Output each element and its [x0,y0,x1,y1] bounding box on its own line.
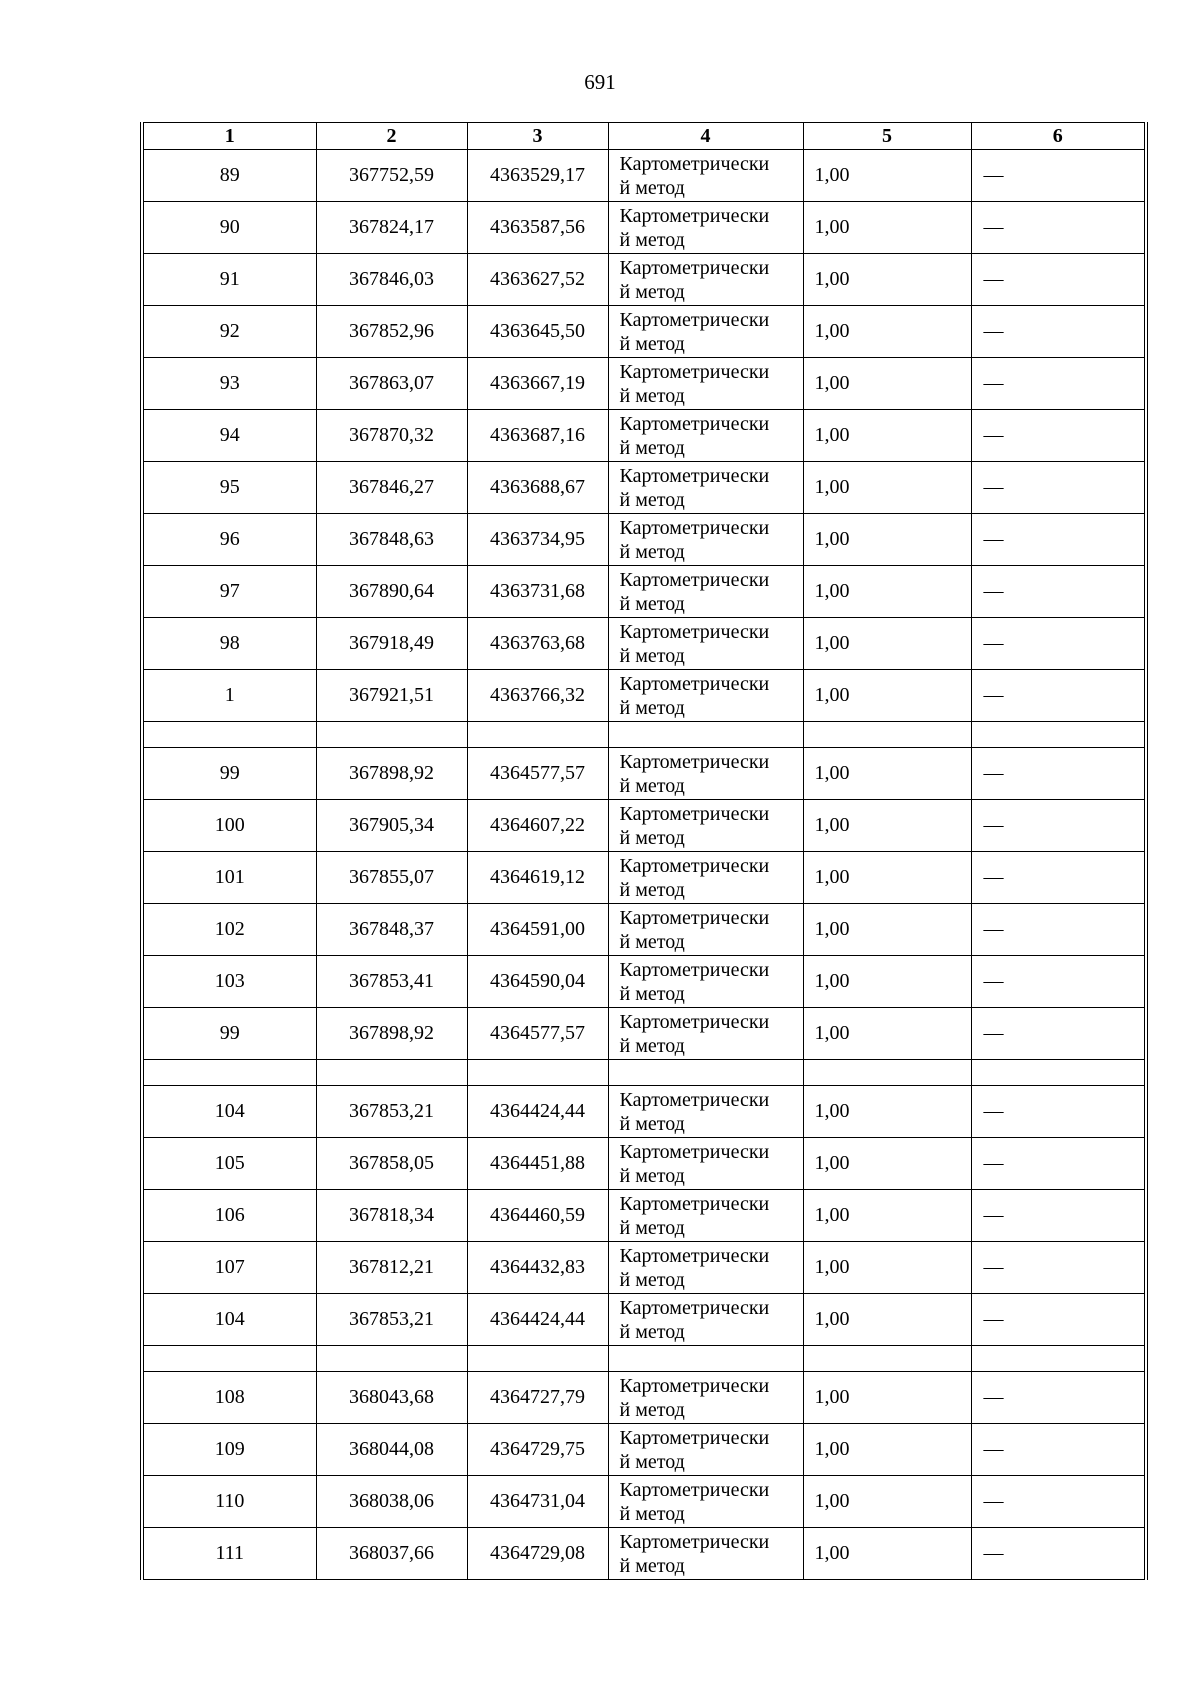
point-number-cell: 99 [144,748,316,800]
x-coordinate-cell: 367918,49 [316,618,467,670]
accuracy-cell: 1,00 [803,1476,971,1528]
table-body [144,150,1144,1580]
y-coordinate-cell: 4364727,79 [467,1372,608,1424]
y-coordinate-cell: 4363529,17 [467,150,608,202]
x-coordinate-cell: 367848,63 [316,514,467,566]
note-cell: — [971,1372,1144,1424]
note-cell: — [971,904,1144,956]
empty-cell [803,722,971,748]
header-row [144,123,1144,150]
point-number-cell: 110 [144,1476,316,1528]
method-cell: Картометрически й метод [608,150,803,202]
x-coordinate-cell: 367824,17 [316,202,467,254]
y-coordinate-cell: 4363766,32 [467,670,608,722]
y-coordinate-cell: 4363687,16 [467,410,608,462]
method-cell: Картометрически й метод [608,462,803,514]
empty-cell [803,1060,971,1086]
x-coordinate-cell: 367812,21 [316,1242,467,1294]
point-number-cell: 104 [144,1294,316,1346]
y-coordinate-cell: 4364729,08 [467,1528,608,1580]
y-coordinate-cell: 4364731,04 [467,1476,608,1528]
accuracy-cell: 1,00 [803,1190,971,1242]
note-cell: — [971,748,1144,800]
point-number-cell: 101 [144,852,316,904]
note-cell: — [971,202,1144,254]
accuracy-cell: 1,00 [803,358,971,410]
point-number-cell: 90 [144,202,316,254]
accuracy-cell: 1,00 [803,1242,971,1294]
x-coordinate-cell: 367905,34 [316,800,467,852]
note-cell: — [971,462,1144,514]
method-cell: Картометрически й метод [608,1528,803,1580]
point-number-cell: 1 [144,670,316,722]
accuracy-cell: 1,00 [803,852,971,904]
accuracy-cell: 1,00 [803,748,971,800]
empty-cell [316,1346,467,1372]
point-number-cell: 93 [144,358,316,410]
accuracy-cell: 1,00 [803,1008,971,1060]
method-cell: Картометрически й метод [608,202,803,254]
method-cell: Картометрически й метод [608,566,803,618]
x-coordinate-cell: 367863,07 [316,358,467,410]
point-number-cell: 105 [144,1138,316,1190]
note-cell: — [971,1476,1144,1528]
accuracy-cell: 1,00 [803,566,971,618]
note-cell: — [971,670,1144,722]
note-cell: — [971,150,1144,202]
note-cell: — [971,514,1144,566]
accuracy-cell: 1,00 [803,1086,971,1138]
note-cell: — [971,1190,1144,1242]
accuracy-cell: 1,00 [803,306,971,358]
accuracy-cell: 1,00 [803,1528,971,1580]
x-coordinate-cell: 367852,96 [316,306,467,358]
column-header: 6 [971,123,1144,150]
point-number-cell: 109 [144,1424,316,1476]
accuracy-cell: 1,00 [803,462,971,514]
table-row [144,566,1144,618]
note-cell: — [971,1528,1144,1580]
method-cell: Картометрически й метод [608,800,803,852]
empty-cell [467,722,608,748]
accuracy-cell: 1,00 [803,150,971,202]
point-number-cell: 102 [144,904,316,956]
y-coordinate-cell: 4364577,57 [467,1008,608,1060]
empty-cell [144,722,316,748]
y-coordinate-cell: 4363763,68 [467,618,608,670]
table-row [144,202,1144,254]
table-row [144,748,1144,800]
x-coordinate-cell: 367853,21 [316,1086,467,1138]
table-row [144,1008,1144,1060]
method-cell: Картометрически й метод [608,1008,803,1060]
empty-cell [144,1346,316,1372]
y-coordinate-cell: 4363667,19 [467,358,608,410]
table-row [144,1528,1144,1580]
y-coordinate-cell: 4364424,44 [467,1294,608,1346]
empty-cell [467,1346,608,1372]
point-number-cell: 92 [144,306,316,358]
y-coordinate-cell: 4363734,95 [467,514,608,566]
x-coordinate-cell: 367846,27 [316,462,467,514]
column-header: 3 [467,123,608,150]
empty-cell [971,1060,1144,1086]
method-cell: Картометрически й метод [608,1476,803,1528]
point-number-cell: 100 [144,800,316,852]
note-cell: — [971,358,1144,410]
note-cell: — [971,1086,1144,1138]
y-coordinate-cell: 4364577,57 [467,748,608,800]
table-row [144,956,1144,1008]
separator-row [144,722,1144,748]
y-coordinate-cell: 4363587,56 [467,202,608,254]
empty-cell [971,722,1144,748]
x-coordinate-cell: 367853,41 [316,956,467,1008]
point-number-cell: 104 [144,1086,316,1138]
table-row [144,1086,1144,1138]
column-header: 5 [803,123,971,150]
accuracy-cell: 1,00 [803,514,971,566]
note-cell: — [971,410,1144,462]
x-coordinate-cell: 367890,64 [316,566,467,618]
method-cell: Картометрически й метод [608,1242,803,1294]
note-cell: — [971,254,1144,306]
method-cell: Картометрически й метод [608,1424,803,1476]
note-cell: — [971,1294,1144,1346]
point-number-cell: 107 [144,1242,316,1294]
method-cell: Картометрически й метод [608,748,803,800]
column-header: 2 [316,123,467,150]
method-cell: Картометрически й метод [608,670,803,722]
accuracy-cell: 1,00 [803,1138,971,1190]
note-cell: — [971,566,1144,618]
method-cell: Картометрически й метод [608,358,803,410]
y-coordinate-cell: 4364619,12 [467,852,608,904]
accuracy-cell: 1,00 [803,410,971,462]
empty-cell [608,1060,803,1086]
point-number-cell: 97 [144,566,316,618]
x-coordinate-cell: 367853,21 [316,1294,467,1346]
x-coordinate-cell: 367752,59 [316,150,467,202]
accuracy-cell: 1,00 [803,904,971,956]
note-cell: — [971,1242,1144,1294]
point-number-cell: 98 [144,618,316,670]
accuracy-cell: 1,00 [803,1424,971,1476]
point-number-cell: 89 [144,150,316,202]
x-coordinate-cell: 368044,08 [316,1424,467,1476]
point-number-cell: 103 [144,956,316,1008]
y-coordinate-cell: 4364424,44 [467,1086,608,1138]
accuracy-cell: 1,00 [803,1294,971,1346]
table-row [144,1294,1144,1346]
point-number-cell: 106 [144,1190,316,1242]
note-cell: — [971,1138,1144,1190]
point-number-cell: 96 [144,514,316,566]
method-cell: Картометрически й метод [608,1138,803,1190]
accuracy-cell: 1,00 [803,800,971,852]
point-number-cell: 108 [144,1372,316,1424]
method-cell: Картометрически й метод [608,904,803,956]
note-cell: — [971,306,1144,358]
method-cell: Картометрически й метод [608,1294,803,1346]
table-row [144,254,1144,306]
page-number: 691 [584,70,616,94]
x-coordinate-cell: 367858,05 [316,1138,467,1190]
y-coordinate-cell: 4363645,50 [467,306,608,358]
table-row [144,306,1144,358]
accuracy-cell: 1,00 [803,254,971,306]
empty-cell [608,722,803,748]
table-row [144,904,1144,956]
y-coordinate-cell: 4363627,52 [467,254,608,306]
column-header: 4 [608,123,803,150]
empty-cell [971,1346,1144,1372]
note-cell: — [971,618,1144,670]
empty-cell [144,1060,316,1086]
method-cell: Картометрически й метод [608,1372,803,1424]
y-coordinate-cell: 4364591,00 [467,904,608,956]
table-row [144,670,1144,722]
point-number-cell: 95 [144,462,316,514]
table-row [144,462,1144,514]
point-number-cell: 111 [144,1528,316,1580]
x-coordinate-cell: 367846,03 [316,254,467,306]
accuracy-cell: 1,00 [803,670,971,722]
column-header: 1 [144,123,316,150]
method-cell: Картометрически й метод [608,306,803,358]
accuracy-cell: 1,00 [803,618,971,670]
note-cell: — [971,800,1144,852]
note-cell: — [971,956,1144,1008]
empty-cell [316,722,467,748]
method-cell: Картометрически й метод [608,410,803,462]
table-row [144,852,1144,904]
table-row [144,1190,1144,1242]
table-row [144,1476,1144,1528]
table-row [144,618,1144,670]
y-coordinate-cell: 4364432,83 [467,1242,608,1294]
x-coordinate-cell: 367898,92 [316,1008,467,1060]
table-row [144,1424,1144,1476]
x-coordinate-cell: 368038,06 [316,1476,467,1528]
separator-row [144,1060,1144,1086]
x-coordinate-cell: 367848,37 [316,904,467,956]
note-cell: — [971,852,1144,904]
y-coordinate-cell: 4364590,04 [467,956,608,1008]
table-row [144,1372,1144,1424]
method-cell: Картометрически й метод [608,956,803,1008]
empty-cell [608,1346,803,1372]
x-coordinate-cell: 367818,34 [316,1190,467,1242]
table-row [144,800,1144,852]
table-row [144,1242,1144,1294]
method-cell: Картометрически й метод [608,618,803,670]
x-coordinate-cell: 368037,66 [316,1528,467,1580]
x-coordinate-cell: 368043,68 [316,1372,467,1424]
y-coordinate-cell: 4363731,68 [467,566,608,618]
method-cell: Картометрически й метод [608,1190,803,1242]
accuracy-cell: 1,00 [803,1372,971,1424]
table-row [144,150,1144,202]
x-coordinate-cell: 367898,92 [316,748,467,800]
table-row [144,514,1144,566]
table-row [144,410,1144,462]
x-coordinate-cell: 367855,07 [316,852,467,904]
method-cell: Картометрически й метод [608,1086,803,1138]
note-cell: — [971,1008,1144,1060]
coordinates-table [144,122,1144,1580]
y-coordinate-cell: 4364451,88 [467,1138,608,1190]
accuracy-cell: 1,00 [803,956,971,1008]
method-cell: Картометрически й метод [608,254,803,306]
x-coordinate-cell: 367870,32 [316,410,467,462]
empty-cell [316,1060,467,1086]
empty-cell [467,1060,608,1086]
x-coordinate-cell: 367921,51 [316,670,467,722]
method-cell: Картометрически й метод [608,852,803,904]
coordinates-table-frame [140,122,1148,1580]
point-number-cell: 94 [144,410,316,462]
separator-row [144,1346,1144,1372]
method-cell: Картометрически й метод [608,514,803,566]
y-coordinate-cell: 4364729,75 [467,1424,608,1476]
y-coordinate-cell: 4364460,59 [467,1190,608,1242]
note-cell: — [971,1424,1144,1476]
table-row [144,358,1144,410]
y-coordinate-cell: 4363688,67 [467,462,608,514]
point-number-cell: 99 [144,1008,316,1060]
y-coordinate-cell: 4364607,22 [467,800,608,852]
table-row [144,1138,1144,1190]
empty-cell [803,1346,971,1372]
accuracy-cell: 1,00 [803,202,971,254]
point-number-cell: 91 [144,254,316,306]
